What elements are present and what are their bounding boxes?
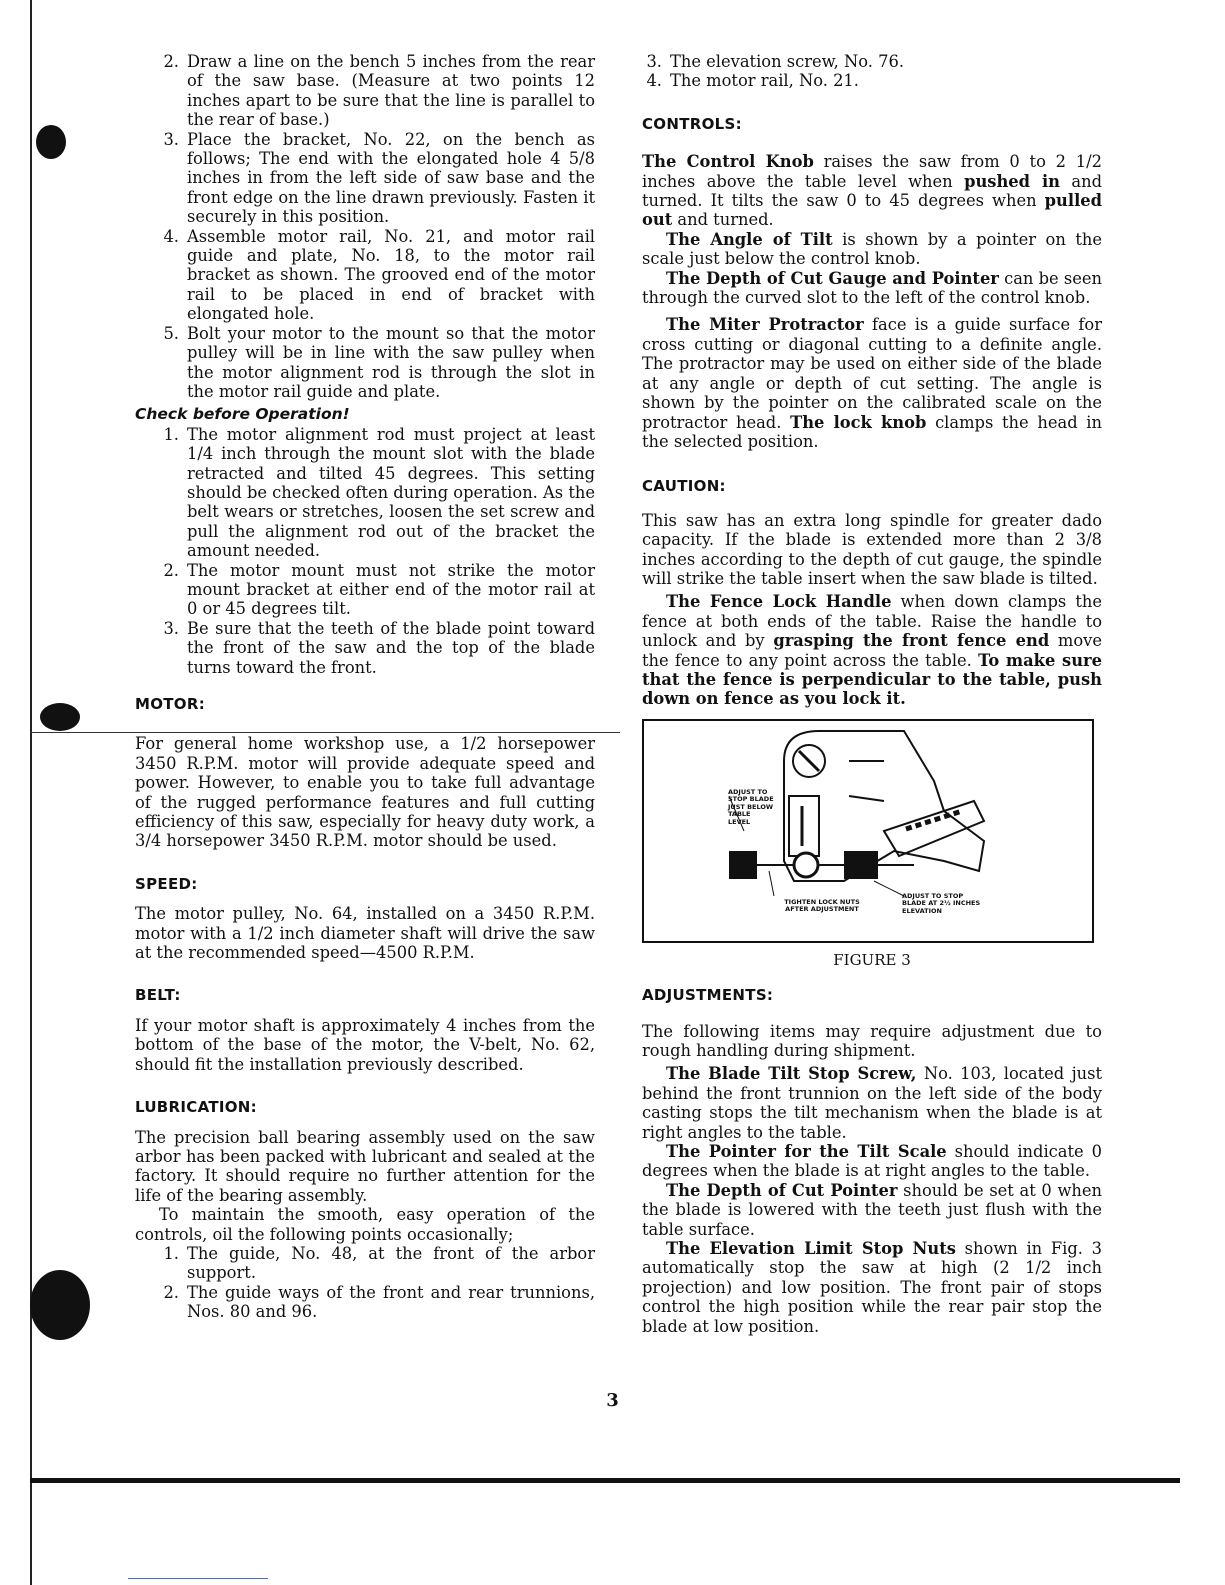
figure-label-adjust-low: ADJUST TO STOP BLADE JUST BELOW TABLE LEVEL bbox=[728, 787, 774, 826]
controls-heading: CONTROLS: bbox=[642, 114, 742, 133]
check-steps-list bbox=[129, 425, 595, 677]
depth-pointer-paragraph: The Depth of Cut Pointer should be set at 0 when the blade is lowered with the teeth just flush with the table surface. bbox=[642, 1180, 1102, 1239]
binder-hole-mark bbox=[36, 125, 66, 159]
list-item: 4. The motor rail, No. 21. bbox=[646, 71, 859, 91]
list-item: 3. The elevation screw, No. 76. bbox=[646, 52, 905, 71]
right-column bbox=[642, 52, 1102, 1336]
figure-3-diagram bbox=[642, 719, 1094, 943]
left-column bbox=[135, 52, 595, 1322]
lubrication-paragraph-2: To maintain the smooth, easy operation of the controls, oil the following points occasionally; bbox=[135, 1205, 595, 1244]
figure-label-tighten-nuts: TIGHTEN LOCK NUTS AFTER ADJUSTMENT bbox=[784, 897, 860, 914]
bottom-rule bbox=[30, 1478, 1180, 1483]
lubrication-heading: LUBRICATION: bbox=[135, 1098, 257, 1117]
caution-paragraph: This saw has an extra long spindle for greater dado capacity. If the blade is extended more than 2 3/8 inches according to the depth of cut gauge, the spindle will strike the table insert when the saw blade is tilted. bbox=[642, 510, 1102, 588]
page-number: 3 bbox=[606, 1390, 619, 1411]
binder-hole-mark bbox=[40, 703, 80, 731]
list-item: 4. Assemble motor rail, No. 21, and motor rail guide and plate, No. 18, to the motor rail bracket as shown. The grooved end of the motor rail to be placed in end of bracket with elongated hole. bbox=[163, 226, 595, 324]
list-item: 1. The guide, No. 48, at the front of the arbor support. bbox=[163, 1243, 595, 1283]
blade-tilt-paragraph: The Blade Tilt Stop Screw, No. 103, located just behind the front trunnion on the left side of the body casting stops the tilt mechanism when the blade is at right angles to the table. bbox=[642, 1064, 1102, 1142]
list-item: 2. Draw a line on the bench 5 inches from the rear of the saw base. (Measure at two points 12 inches apart to be sure that the line is parallel to the rear of base.) bbox=[163, 52, 595, 130]
caution-heading: CAUTION: bbox=[642, 477, 726, 496]
list-item: 2. The motor mount must not strike the motor mount bracket at either end of the motor rail at 0 or 45 degrees tilt. bbox=[163, 560, 595, 619]
list-item: 5. Bolt your motor to the mount so that the motor pulley will be in line with the saw pulley when the motor alignment rod is through the slot in the motor rail guide and plate. bbox=[163, 323, 595, 401]
belt-paragraph: If your motor shaft is approximately 4 inches from the bottom of the base of the motor, the V-belt, No. 62, should fit the installation previously described. bbox=[135, 1015, 595, 1074]
adjust-intro-paragraph: The following items may require adjustment due to rough handling during shipment. bbox=[642, 1021, 1102, 1060]
list-item: 3. Be sure that the teeth of the blade point toward the front of the saw and the top of the blade turns toward the front. bbox=[163, 618, 595, 677]
figure-label-adjust-high: ADJUST TO STOP BLADE AT 2½ INCHES ELEVATION bbox=[902, 891, 981, 915]
list-item: 3. Place the bracket, No. 22, on the bench as follows; The end with the elongated hole 4 5/8 inches in from the left side of saw base and the front edge on the line drawn previously. Fasten it securely in this position. bbox=[163, 129, 595, 227]
lubrication-paragraph: The precision ball bearing assembly used on the saw arbor has been packed with lubricant and sealed at the factory. It should require no further attention for the life of the bearing assembly. bbox=[135, 1127, 595, 1205]
speed-paragraph: The motor pulley, No. 64, installed on a 3450 R.P.M. motor with a 1/2 inch diameter shaft will drive the saw at the recommended speed—4500 R.P.M. bbox=[135, 904, 595, 963]
adjustments-heading: ADJUSTMENTS: bbox=[642, 986, 774, 1005]
control-knob-paragraph: The Control Knob raises the saw from 0 to 2 1/2 inches above the table level when pushed in and turned. It tilts the saw 0 to 45 degrees when pulled out and turned. bbox=[642, 152, 1102, 230]
setup-steps-list bbox=[129, 52, 595, 401]
list-item: 1. The motor alignment rod must project at least 1/4 inch through the mount slot with the blade retracted and tilted 45 degrees. This setting should be checked often during operation. As the belt wears or stretches, loosen the set screw and pull the alignment rod out of the bracket the amount needed. bbox=[163, 424, 595, 561]
oil-points-list bbox=[129, 1244, 595, 1322]
motor-paragraph: For general home workshop use, a 1/2 horsepower 3450 R.P.M. motor will provide adequate speed and power. However, to enable you to take full advantage of the rugged performance features and full cutting efficiency of this saw, especially for heavy duty work, a 3/4 horsepower 3450 R.P.M. motor should be used. bbox=[135, 734, 595, 851]
elevation-nuts-paragraph: The Elevation Limit Stop Nuts shown in Fig. 3 automatically stop the saw at high (2 1/2 inch projection) and low position. The front pair of stops control the high position while the rear pair stop the blade at low position. bbox=[642, 1239, 1103, 1336]
miter-paragraph: The Miter Protractor face is a guide surface for cross cutting or diagonal cutting to a definite angle. The protractor may be used on either side of the blade at any angle or depth of cut setting. The angle is shown by the pointer on the calibrated scale on the protractor head. The lock knob clamps the head in the selected position. bbox=[642, 315, 1103, 451]
binder-hole-mark bbox=[30, 1270, 90, 1340]
motor-heading: MOTOR: bbox=[135, 695, 206, 713]
belt-heading: BELT: bbox=[135, 986, 181, 1005]
scan-edge bbox=[30, 0, 32, 1585]
fence-paragraph: The Fence Lock Handle when down clamps the fence at both ends of the table. Raise the handle to unlock and by grasping the front fence end move the fence to any point across the table. To make sure that the fence is perpendicular to the table, push down on fence as you lock it. bbox=[642, 592, 1102, 709]
motor-divider bbox=[30, 732, 620, 733]
bottom-link-line bbox=[128, 1578, 268, 1579]
oil-points-continued bbox=[612, 52, 1102, 91]
depth-gauge-paragraph: The Depth of Cut Gauge and Pointer can be seen through the curved slot to the left of the control knob. bbox=[642, 268, 1103, 308]
figure-caption: FIGURE 3 bbox=[833, 950, 911, 969]
angle-tilt-paragraph: The Angle of Tilt is shown by a pointer on the scale just below the control knob. bbox=[642, 229, 1102, 269]
check-heading: Check before Operation! bbox=[135, 405, 350, 424]
list-item: 2. The guide ways of the front and rear trunnions, Nos. 80 and 96. bbox=[163, 1282, 595, 1322]
speed-heading: SPEED: bbox=[135, 874, 198, 893]
pointer-tilt-paragraph: The Pointer for the Tilt Scale should indicate 0 degrees when the blade is at right angles to the table. bbox=[642, 1142, 1103, 1181]
